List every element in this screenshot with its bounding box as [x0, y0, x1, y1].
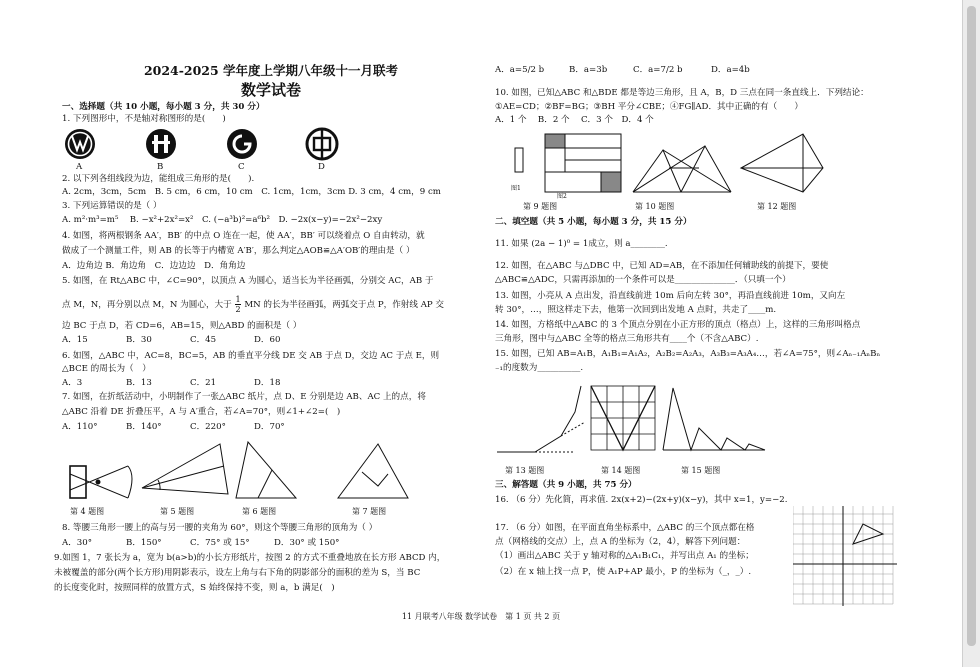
volkswagen-logo-icon	[65, 129, 95, 159]
question-4-line-1: 4. 如图，将两根钢条 AA′，BB′ 的中点 O 连在一起，使 AA′，BB′ 可以绕着点 O 自由转动，就	[62, 231, 425, 241]
question-14-line-2: 三角形，图中与△ABC 全等的格点三角形共有____个（不含△ABC）.	[495, 334, 759, 344]
q6-option-a: A．3	[62, 378, 83, 388]
question-17-line-1: 17. （6 分）如图，在平面直角坐标系中，△ABC 的三个顶点都在格	[495, 523, 755, 533]
fig9-label-2: 图2	[557, 193, 567, 200]
question-14-line-1: 14. 如图，方格纸中△ABC 的 3 个顶点分别在小正方形的顶点（格点）上，这样的三角形叫格点	[495, 320, 861, 330]
question-10-line-1: 10. 如图，已知△ABC 和△BDE 都是等边三角形，且 A，B，D 三点在同一条直线上．下列结论：	[495, 88, 869, 98]
question-7-line-1: 7. 如图，在折纸活动中，小明制作了一张△ABC 纸片，点 D、E 分别是边 AB、AC 上的点，将	[62, 392, 426, 402]
q8-option-b: B．150°	[126, 538, 162, 548]
figure-12	[741, 134, 823, 192]
q8-option-d: D．30° 或 150°	[274, 538, 340, 548]
question-6-line-1: 6. 如图，△ABC 中，AC=8，BC=5，AB 的垂直平分线 DE 交 AB 于点 D，交边 AC 于点 E，则	[62, 351, 440, 361]
question-3-options: A. m²·m³=m⁵ B. −x²+2x²=x² C. (−a³b)²=a⁶b² D. −2x(x−y)=−2x²−2xy	[62, 215, 383, 225]
question-2-options: A. 2cm，3cm，5cm B. 5 cm，6 cm，10 cm C. 1cm，1cm，3cm D. 3 cm，4 cm，9 cm	[62, 187, 441, 197]
q7-option-c: C．220°	[190, 422, 226, 432]
q5-text-a: 点 M，N，再分别以点 M，N 为圆心，大于	[62, 300, 232, 310]
q5-option-a: A．15	[62, 335, 88, 345]
q9-option-a: A．a=5/2 b	[495, 65, 545, 75]
question-7-line-2: △ABC 沿着 DE 折叠压平，A 与 A′重合，若∠A=70°，则∠1+∠2=( )	[62, 407, 341, 417]
q9-option-b: B．a=3b	[569, 65, 608, 75]
question-12-line-2: △ABC≌△ADC，只需再添加的一个条件可以是______________．（只填一个）	[495, 275, 791, 285]
figure-15-zigzag	[663, 388, 765, 450]
q9-option-d: D．a=4b	[711, 65, 750, 75]
q8-option-c: C．75° 或 15°	[190, 538, 250, 548]
figure-7-folded-triangle	[338, 444, 408, 498]
question-13-line-2: 转 30°，…，照这样走下去，他第一次回到出发地 A 点时，共走了____m.	[495, 305, 777, 315]
page-footer: 11 月联考八年级 数学试卷 第 1 页 共 2 页	[401, 612, 561, 621]
q1-label-b: B	[157, 162, 164, 172]
q6-option-c: C．21	[190, 378, 217, 388]
q8-option-a: A．30°	[62, 538, 93, 548]
question-3: 3. 下列运算错误的是（ ）	[62, 201, 162, 211]
question-15-line-2: ₋₁的度数为__________.	[495, 363, 584, 373]
section-2-heading: 二、填空题（共 5 小题，每小题 3 分，共 15 分）	[495, 217, 692, 227]
question-10-options: A．1 个 B．2 个 C．3 个 D．4 个	[495, 115, 654, 125]
question-1: 1. 下列图形中，不是轴对称图形的是( )	[62, 114, 226, 124]
question-11: 11. 如果 (2a − 1)⁰ = 1成立，则 a________.	[495, 239, 668, 249]
question-5-line-2	[62, 295, 444, 314]
q9-option-c: C．a=7/2 b	[633, 65, 683, 75]
q6-option-d: D．18	[254, 378, 281, 388]
question-17-line-2: 点（网格线的交点）上，点 A 的坐标为（2，4），解答下列问题：	[495, 537, 746, 547]
fig10-caption: 第 10 题图	[635, 202, 675, 211]
figure-4-caliper	[70, 466, 132, 498]
q1-logo-figures	[64, 126, 354, 170]
question-16: 16. （6 分）先化简，再求值. 2x(x+2)−(2x+y)(x−y)，其中 x=1，y=−2.	[495, 495, 788, 505]
q5-option-c: C．45	[190, 335, 217, 345]
q5-option-b: B．30	[126, 335, 152, 345]
section-1-heading: 一、选择题（共 10 小题，每小题 3 分，共 30 分）	[62, 102, 265, 112]
figure-14-grid	[591, 386, 655, 450]
question-5-line-1: 5. 如图，在 Rt△ABC 中，∠C=90°，以顶点 A 为圆心，适当长为半径画弧，分别交 AC，AB 于	[62, 276, 434, 286]
q6-option-b: B．13	[126, 378, 152, 388]
q1-label-c: C	[238, 162, 245, 172]
figures-4-to-7	[62, 436, 480, 508]
fig7-caption: 第 7 题图	[352, 507, 387, 516]
figure-17-coordinate-grid	[793, 506, 903, 606]
question-17-line-3: （1）画出△ABC 关于 y 轴对称的△A₁B₁C₁，并写出点 A₁ 的坐标；	[495, 551, 754, 561]
fig12-caption: 第 12 题图	[757, 202, 797, 211]
question-4-line-2: 做成了一个测量工件，则 AB 的长等于内槽宽 A′B′，那么判定△AOB≌△A′OB′的理由是（ ）	[62, 246, 415, 256]
q7-option-d: D．70°	[254, 422, 285, 432]
q5-text-b: MN 的长为半径画弧，两弧交于点 P，作射线 AP 交	[244, 300, 445, 310]
q5-option-d: D．60	[254, 335, 281, 345]
figure-13-path	[497, 386, 585, 452]
q5-frac-den: 2	[235, 305, 241, 314]
question-9-line-2: 未被覆盖的部分(两个长方形)用阴影表示，设左上角与右下角的阴影部分的面积的差为 S，当 BC	[54, 568, 421, 578]
question-15-line-1: 15. 如图，已知 AB=A₁B，A₁B₁=A₁A₂，A₂B₂=A₂A₃，A₃B₃=A₃A₄…，若∠A=75°，则∠Aₙ₋₁AₙBₙ	[495, 349, 881, 359]
question-4-options: A．边角边 B．角边角 C．边边边 D．角角边	[62, 261, 246, 271]
fig13-caption: 第 13 题图	[505, 466, 545, 475]
q1-label-a: A	[76, 162, 83, 172]
vertical-scrollbar[interactable]	[962, 0, 980, 667]
fig5-caption: 第 5 题图	[160, 507, 195, 516]
fig9-label-1: 图1	[511, 185, 521, 192]
figure-6-triangle	[236, 442, 296, 498]
question-17-line-4: （2）在 x 轴上找一点 P，使 A₁P+AP 最小，P 的坐标为（_，_）.	[495, 567, 752, 577]
scrollbar-thumb[interactable]	[967, 6, 976, 646]
section-3-heading: 三、解答题（共 9 小题，共 75 分）	[495, 480, 637, 490]
spiral-logo-c-icon	[227, 129, 257, 159]
figure-5-right-triangle	[142, 444, 228, 494]
fig6-caption: 第 6 题图	[242, 507, 277, 516]
fig4-caption: 第 4 题图	[70, 507, 105, 516]
fig9-caption: 第 9 题图	[523, 202, 558, 211]
question-2: 2. 以下列各组线段为边，能组成三角形的是( ).	[62, 174, 255, 184]
fig15-caption: 第 15 题图	[681, 466, 721, 475]
bank-of-china-logo-icon	[307, 129, 337, 159]
question-9-line-3: 的长度变化时，按照同样的放置方式，S 始终保持不变，则 a，b 满足( )	[54, 583, 335, 593]
q1-label-d: D	[318, 162, 325, 172]
exam-subtitle: 数学试卷	[240, 81, 301, 99]
figure-10	[633, 146, 731, 192]
q5-fraction	[235, 295, 240, 314]
question-12-line-1: 12. 如图，在△ABC 与△DBC 中，已知 AD=AB，在不添加任何辅助线的前提下，要使	[495, 261, 829, 271]
question-6-line-2: △BCE 的周长为（ ）	[62, 364, 151, 374]
question-8: 8. 等腰三角形一腰上的高与另一腰的夹角为 60°，则这个等腰三角形的顶角为（ ）	[62, 523, 378, 533]
q5-frac-num: 1	[235, 295, 241, 304]
figure-9	[515, 134, 621, 192]
question-5-line-3: 边 BC 于点 D，若 CD=6，AB=15，则△ABD 的面积是（ ）	[62, 321, 302, 331]
fig14-caption: 第 14 题图	[601, 466, 641, 475]
question-9-line-1: 9.如图 1，7 张长为 a，宽为 b(a>b)的小长方形纸片，按图 2 的方式不重叠地放在长方形 ABCD 内，	[54, 553, 446, 563]
q7-option-a: A．110°	[62, 422, 98, 432]
figures-13-14-15	[495, 380, 785, 460]
exam-title: 2024-2025 学年度上学期八年级十一月联考	[143, 63, 399, 78]
bank-logo-b-icon	[146, 129, 176, 159]
question-13-line-1: 13. 如图，小亮从 A 点出发，沿直线前进 10m 后向左转 30°，再沿直线前进 10m，又向左	[495, 291, 846, 301]
question-10-line-2: ①AE=CD；②BF=BG；③BH 平分∠CBE；④FG∥AD．其中正确的有（ ）	[495, 102, 803, 112]
q7-option-b: B．140°	[126, 422, 162, 432]
figures-9-10-12	[505, 128, 905, 200]
